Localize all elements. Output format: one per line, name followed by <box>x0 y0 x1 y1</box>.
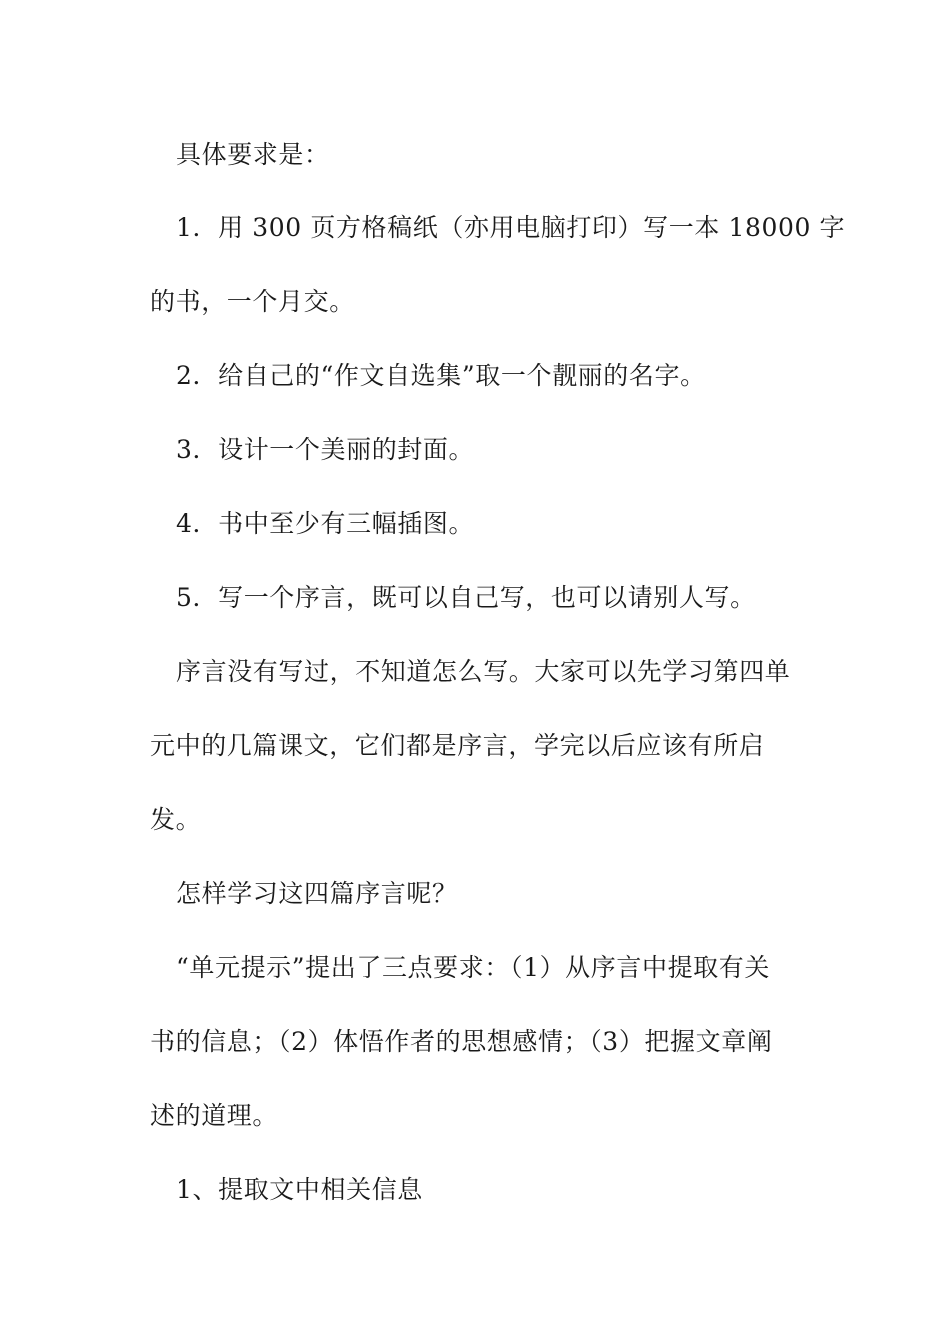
text-line-requirement-5: 5．写一个序言，既可以自己写，也可以请别人写。 <box>176 583 756 612</box>
text-line-unit-tips-cont: 书的信息；（2）体悟作者的思想感情；（3）把握文章阐 <box>150 1027 773 1056</box>
text-line-preface-paragraph: 序言没有写过，不知道怎么写。大家可以先学习第四单 <box>176 657 791 686</box>
text-line-requirement-2: 2．给自己的“作文自选集”取一个靓丽的名字。 <box>176 361 706 390</box>
text-line-requirement-1-cont: 的书，一个月交。 <box>150 287 355 316</box>
text-line-requirements-heading: 具体要求是： <box>176 140 330 169</box>
text-line-preface-paragraph-cont: 元中的几篇课文，它们都是序言，学完以后应该有所启 <box>150 731 765 760</box>
text-line-unit-tips: “单元提示”提出了三点要求：（1）从序言中提取有关 <box>176 953 770 982</box>
text-line-section-heading: 1、提取文中相关信息 <box>176 1175 423 1204</box>
text-line-question: 怎样学习这四篇序言呢？ <box>176 879 458 908</box>
text-line-requirement-1: 1．用 300 页方格稿纸（亦用电脑打印）写一本 18000 字 <box>176 213 846 242</box>
text-line-requirement-4: 4．书中至少有三幅插图。 <box>176 509 475 538</box>
text-line-requirement-3: 3．设计一个美丽的封面。 <box>176 435 475 464</box>
text-line-preface-paragraph-end: 发。 <box>150 805 202 834</box>
text-line-unit-tips-end: 述的道理。 <box>150 1101 279 1130</box>
